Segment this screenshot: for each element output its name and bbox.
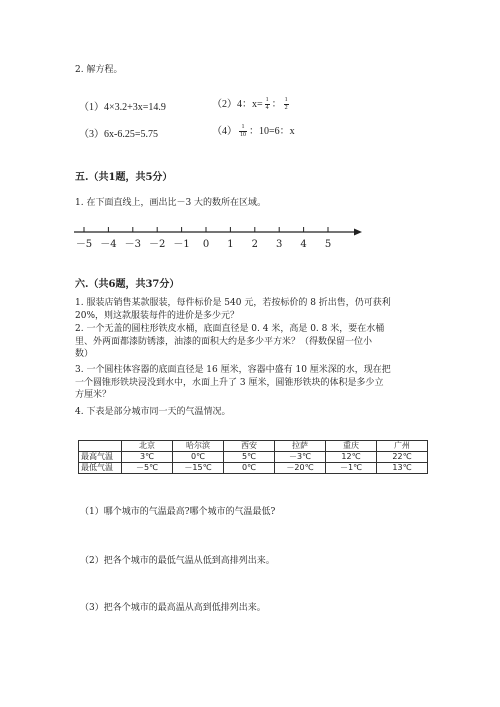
sub-question-3: （3）把各个城市的最高温从高到低排列出来。	[80, 603, 266, 613]
number-line-label: －3	[124, 239, 141, 250]
number-line-label: 5	[324, 239, 332, 250]
temperature-table	[78, 440, 428, 474]
city-header: 西安	[224, 441, 275, 452]
low-temp-cell: 0℃	[224, 463, 275, 474]
question-2-line-1: 2. 一个无盖的圆柱形铁皮水桶，底面直径是 0. 4 米，高是 0. 8 米，要在水桶	[75, 324, 385, 334]
high-temp-cell: －3℃	[275, 452, 326, 463]
arrow-right-icon	[354, 229, 362, 236]
high-temp-cell: 0℃	[173, 452, 224, 463]
city-header: 重庆	[326, 441, 377, 452]
city-header: 哈尔滨	[173, 441, 224, 452]
question-3-line-1: 3. 一个圆柱体容器的底面直径是 16 厘米，容器中盛有 10 厘米深的水，现在把	[75, 365, 391, 375]
number-line-label: －2	[149, 239, 166, 250]
high-temp-cell: 22℃	[377, 452, 428, 463]
section5-question-1: 1. 在下面直线上，画出比－3 大的数所在区域。	[75, 198, 267, 208]
row-label-high: 最高气温	[79, 452, 122, 463]
fraction-one-half: $\frac{1}{2}$	[284, 97, 288, 112]
question-2-line-2: 里、外两面都漆防锈漆，油漆的面积大约是多少平方米？（得数保留一位小	[75, 336, 373, 347]
question-3-line-3: 方厘米？	[75, 390, 112, 400]
low-temp-cell: －5℃	[122, 463, 173, 474]
fraction-one-tenth: $\frac{1}{10}$	[240, 124, 246, 139]
equation-1: （1）4×3.2+3x=14.9	[79, 102, 166, 113]
equation-3: （3）6x-6.25=5.75	[79, 129, 158, 140]
number-line-label: －5	[75, 239, 93, 250]
section2-title: 2. 解方程。	[75, 65, 123, 75]
fraction-one-quarter: $\frac{1}{4}$	[265, 97, 269, 112]
section6-question-4: 4. 下表是部分城市同一天的气温情况。	[75, 407, 231, 417]
equation-2-prefix: （2）4：x=	[212, 99, 263, 110]
number-line-label: 0	[202, 239, 210, 250]
equation-4-prefix: （4）	[212, 126, 237, 137]
equation-2	[212, 95, 291, 112]
high-temp-cell: 12℃	[326, 452, 377, 463]
question-3-line-2: 一个圆锥形铁块浸没到水中，水面上升了 3 厘米，圆锥形铁块的体积是多少立	[75, 377, 384, 388]
equation-2-colon: ：	[271, 99, 282, 110]
section6-question-1	[75, 297, 391, 322]
sub-question-2: （2）把各个城市的最低气温从低到高排列出来。	[80, 556, 275, 566]
low-temp-cell: －15℃	[173, 463, 224, 474]
number-line-label: 4	[300, 239, 307, 250]
number-line	[70, 222, 370, 256]
low-temp-cell: －20℃	[275, 463, 326, 474]
section6-heading: 六.（共6题，共37分）	[75, 279, 180, 290]
table-row	[79, 463, 428, 474]
section6-question-3	[75, 364, 391, 402]
equation-4-suffix: ：10=6：x	[249, 126, 295, 137]
low-temp-cell: 13℃	[377, 463, 428, 474]
city-header: 拉萨	[275, 441, 326, 452]
question-1-line-2: 20%，则这款服装每件的进价是多少元？	[75, 310, 240, 321]
number-line-label: －1	[173, 239, 190, 250]
equation-4	[212, 122, 295, 139]
number-line-label: －4	[100, 239, 117, 250]
section5-heading: 五.（共1题，共5分）	[75, 172, 173, 183]
table-header-row	[79, 441, 428, 452]
row-label-low: 最低气温	[79, 463, 122, 474]
low-temp-cell: －1℃	[326, 463, 377, 474]
number-line-label: 3	[276, 239, 283, 250]
table-corner-cell	[79, 441, 122, 452]
high-temp-cell: 3℃	[122, 452, 173, 463]
section6-question-2	[75, 323, 384, 361]
high-temp-cell: 5℃	[224, 452, 275, 463]
number-line-label: 2	[251, 239, 258, 250]
city-header: 广州	[377, 441, 428, 452]
question-1-line-1: 1. 服装店销售某款服装，每件标价是 540 元，若按标价的 8 折出售，仍可获利	[75, 298, 391, 308]
sub-question-1: （1）哪个城市的气温最高?哪个城市的气温最低?	[80, 507, 276, 517]
table-row	[79, 452, 428, 463]
city-header: 北京	[122, 441, 173, 452]
number-line-label: 1	[227, 239, 234, 250]
question-2-line-3: 数）	[75, 349, 94, 359]
